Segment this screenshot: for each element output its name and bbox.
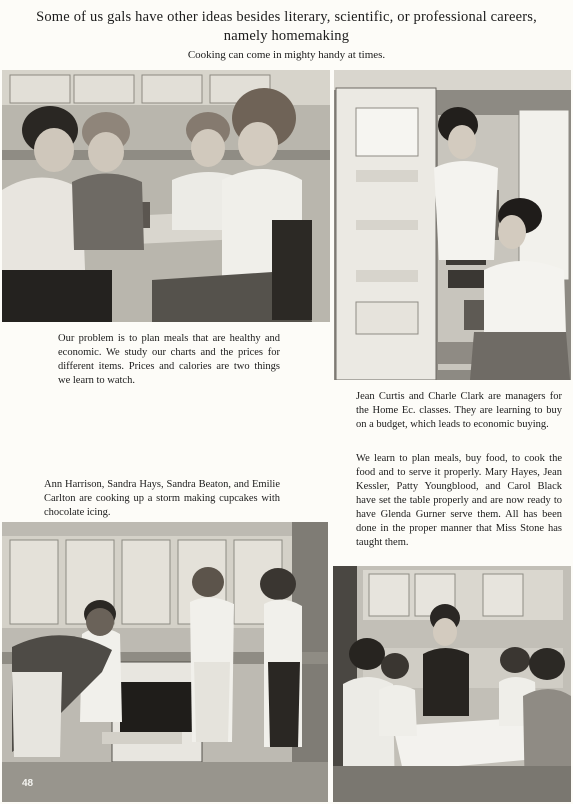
caption-managers: Jean Curtis and Charle Clark are managers for the Home Ec. classes. They are learning to buy on a budget, which leads to economic buying.	[356, 391, 562, 430]
photo-meal-planning	[2, 70, 330, 322]
photo-refrigerator	[334, 70, 571, 380]
photo-cupcakes-kitchen	[2, 522, 328, 802]
caption-meal-planning: Our problem is to plan meals that are healthy and economic. We study our charts and the prices for different items. Prices and calories are two things we learn to watch.	[58, 333, 280, 386]
caption-cupcakes: Ann Harrison, Sandra Hays, Sandra Beaton, and Emilie Carlton are cooking up a storm making cupcakes with chocolate icing.	[44, 479, 280, 518]
caption-serving: We learn to plan meals, buy food, to cook the food and to serve it properly. Mary Hayes, Jean Kessler, Patty Youngblood, and Carol Black have set the table properly and are now ready to have Glenda Gurner serve them. All has been done in the proper manner that Miss Stone has taught them.	[356, 453, 562, 548]
page-subheading: Cooking can come in mighty handy at times.	[187, 49, 386, 61]
page-heading	[20, 8, 553, 46]
page-number: 48	[22, 778, 34, 789]
heading-line-2: namely homemaking	[223, 28, 350, 44]
heading-line-1: Some of us gals have other ideas besides literary, scientific, or professional careers,	[36, 9, 537, 25]
photo-table-setting	[333, 566, 571, 802]
